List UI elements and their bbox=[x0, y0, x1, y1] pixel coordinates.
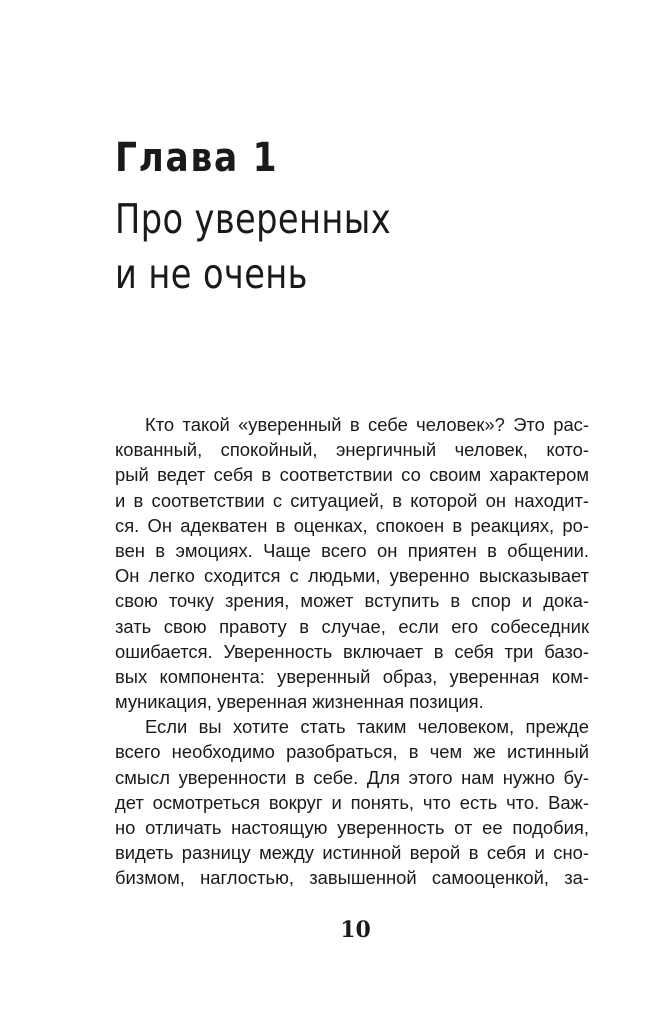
text-line: рый ведет себя в соответствии со своим характером bbox=[115, 464, 589, 486]
text-line: дет осмотреться вокруг и понять, что есть что. Важ- bbox=[115, 791, 589, 813]
text-line: муникация, уверенная жизненная позиция. bbox=[115, 691, 484, 713]
text-line: ошибается. Уверенность включает в себя три базо- bbox=[115, 640, 589, 662]
chapter-title-line: и не очень bbox=[115, 250, 308, 298]
paragraph bbox=[115, 714, 589, 890]
text-line: но отличать настоящую уверенность от ее подобия, bbox=[115, 817, 589, 838]
text-line: и в соответствии с ситуацией, в которой он находит- bbox=[115, 489, 589, 511]
text-line: Если вы хотите стать таким человеком, прежде bbox=[145, 716, 589, 738]
text-line: кованный, спокойный, энергичный человек, кото- bbox=[115, 439, 589, 461]
text-line: зать свою правоту в случае, если его собеседник bbox=[115, 615, 589, 637]
chapter-title-line: Про уверенных bbox=[115, 195, 392, 243]
text-line: видеть разницу между истинной верой в себя и сно- bbox=[115, 842, 589, 864]
text-line: смысл уверенности в себе. Для этого нам нужно бу- bbox=[115, 766, 589, 788]
chapter-title bbox=[115, 192, 391, 302]
text-line: бизмом, наглостью, завышенной самооценкой, за- bbox=[115, 867, 589, 889]
body-text bbox=[115, 412, 589, 891]
text-line: вых компонента: уверенный образ, уверенная ком- bbox=[115, 665, 589, 687]
text-line: Кто такой «уверенный в себе человек»? Это рас- bbox=[145, 414, 589, 435]
text-line: Он легко сходится с людьми, уверенно высказывает bbox=[115, 565, 589, 587]
chapter-label: Глава 1 bbox=[115, 135, 279, 181]
text-line: вен в эмоциях. Чаще всего он приятен в общении. bbox=[115, 539, 589, 561]
text-line: ся. Он адекватен в оценках, спокоен в реакциях, ро- bbox=[115, 514, 589, 536]
text-line: свою точку зрения, может вступить в спор и дока- bbox=[115, 590, 589, 612]
paragraph bbox=[115, 412, 589, 714]
text-line: всего необходимо разобраться, в чем же истинный bbox=[115, 741, 589, 763]
page-number: 10 bbox=[340, 917, 371, 943]
